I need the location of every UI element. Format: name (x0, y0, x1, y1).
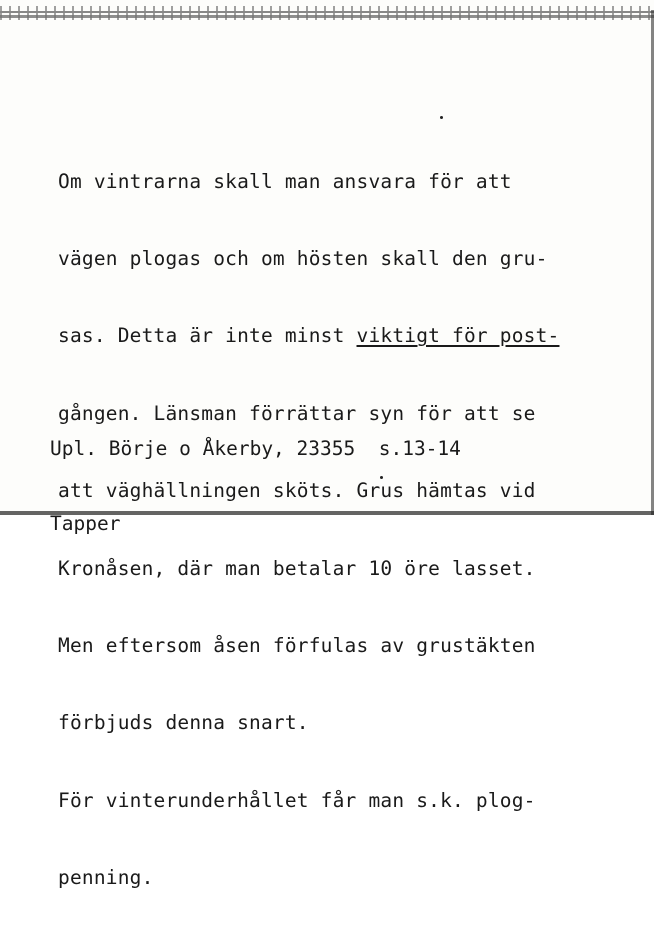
ink-speck (440, 116, 443, 119)
author-name: Tapper (50, 512, 121, 535)
underlined-phrase: viktigt för post- (356, 324, 560, 348)
text-line: penning. (58, 866, 154, 890)
text-line: vägen plogas och om hösten skall den gru- (58, 246, 548, 270)
text-line: Men eftersom åsen förfulas av grustäkten (58, 633, 536, 657)
text-line (58, 323, 618, 349)
text-line-start: sas. Detta är inte minst (58, 324, 357, 348)
ink-speck (380, 476, 383, 479)
text-line: gången. Länsman förrättar syn för att se (58, 401, 536, 425)
text-line: Om vintrarna skall man ansvara för att (58, 169, 512, 193)
text-line: För vinterunderhållet får man s.k. plog- (58, 788, 536, 812)
card-signature (50, 386, 461, 586)
text-line: förbjuds denna snart. (58, 711, 309, 735)
text-line: Kronåsen, där man betalar 10 öre lasset. (58, 556, 536, 580)
card-top-edge (0, 6, 654, 20)
text-line: att väghällningen sköts. Grus hämtas vid (58, 479, 536, 503)
source-reference: Upl. Börje o Åkerby, 23355 s.13-14 (50, 437, 461, 460)
